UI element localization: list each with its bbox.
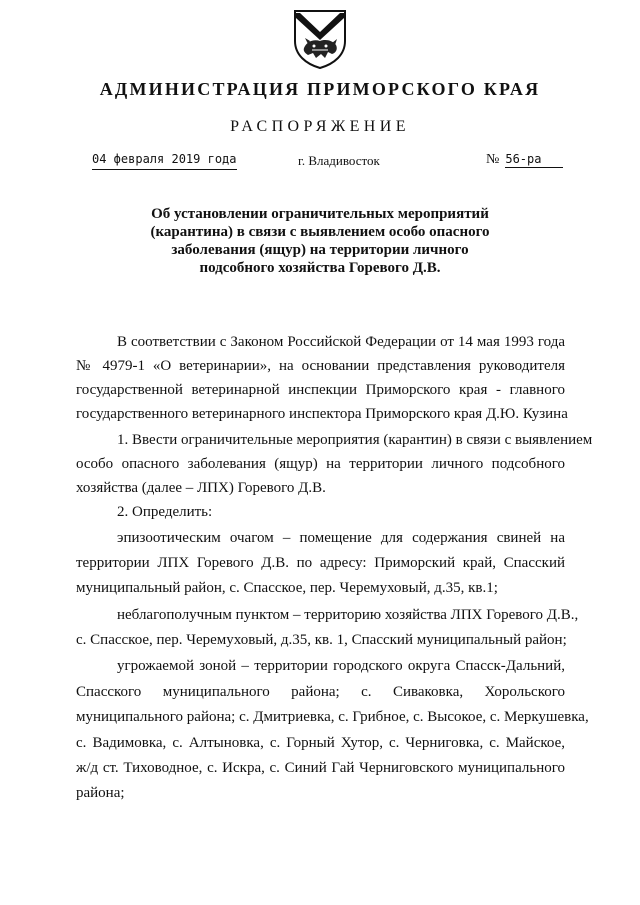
number-sign: №	[486, 152, 500, 167]
body-line: В соответствии с Законом Российской Федерации от 14 мая 1993 года	[117, 334, 565, 350]
body-line: № 4979-1 «О ветеринарии», на основании представления руководителя	[76, 358, 565, 374]
body-line: территории ЛПХ Горевого Д.В. по адресу: Приморский край, Спасский	[76, 555, 565, 571]
body-line: с. Спасское, пер. Черемуховый, д.35, кв. 1, Спасский муниципальный район;	[76, 632, 567, 648]
body-line: неблагополучным пунктом – территорию хозяйства ЛПХ Горевого Д.В.,	[117, 607, 579, 623]
document-heading	[140, 205, 500, 277]
body-line: государственного ветеринарного инспектора Приморского края Д.Ю. Кузина	[76, 406, 568, 422]
body-line: ж/д ст. Тиховодное, с. Искра, с. Синий Гай Черниговского муниципального	[76, 760, 565, 776]
body-line: эпизоотическим очагом – помещение для содержания свиней на	[117, 530, 565, 546]
body-line: угрожаемой зоной – территории городского округа Спасск-Дальний,	[117, 658, 565, 674]
heading-line: подсобного хозяйства Горевого Д.В.	[199, 260, 441, 276]
document-type: РАСПОРЯЖЕНИЕ	[230, 118, 410, 135]
document-date-value: 04 февраля 2019 года	[92, 152, 237, 166]
body-line: 1. Ввести ограничительные мероприятия (карантин) в связи с выявлением	[117, 432, 593, 448]
body-line: государственной ветеринарной инспекции Приморского края - главного	[76, 382, 565, 398]
body-line: хозяйства (далее – ЛПХ) Горевого Д.В.	[76, 480, 326, 496]
heading-line: (карантина) в связи с выявлением особо опасного	[150, 224, 490, 240]
document-date	[92, 152, 237, 166]
coat-of-arms-icon	[292, 8, 348, 70]
document-number	[486, 151, 563, 168]
body-line: 2. Определить:	[117, 504, 213, 520]
organization-title: АДМИНИСТРАЦИЯ ПРИМОРСКОГО КРАЯ	[99, 79, 541, 99]
body-line: муниципальный район, с. Спасское, пер. Черемуховый, д.35, кв.1;	[76, 580, 498, 596]
body-line: района;	[76, 785, 125, 801]
document-city: г. Владивосток	[298, 153, 380, 168]
document-number-value: 56-ра	[505, 151, 563, 168]
body-line: Спасского муниципального района; с. Сиваковка, Хорольского	[76, 684, 565, 700]
body-line: муниципального района; с. Дмитриевка, с. Грибное, с. Высокое, с. Меркушевка,	[76, 709, 589, 725]
heading-line: заболевания (ящур) на территории личного	[171, 242, 469, 258]
body-line: особо опасного заболевания (ящур) на территории личного подсобного	[76, 456, 565, 472]
heading-line: Об установлении ограничительных мероприятий	[151, 206, 489, 222]
date-underline	[92, 169, 237, 170]
body-line: с. Вадимовка, с. Алтыновка, с. Горный Хутор, с. Черниговка, с. Майское,	[76, 735, 565, 751]
